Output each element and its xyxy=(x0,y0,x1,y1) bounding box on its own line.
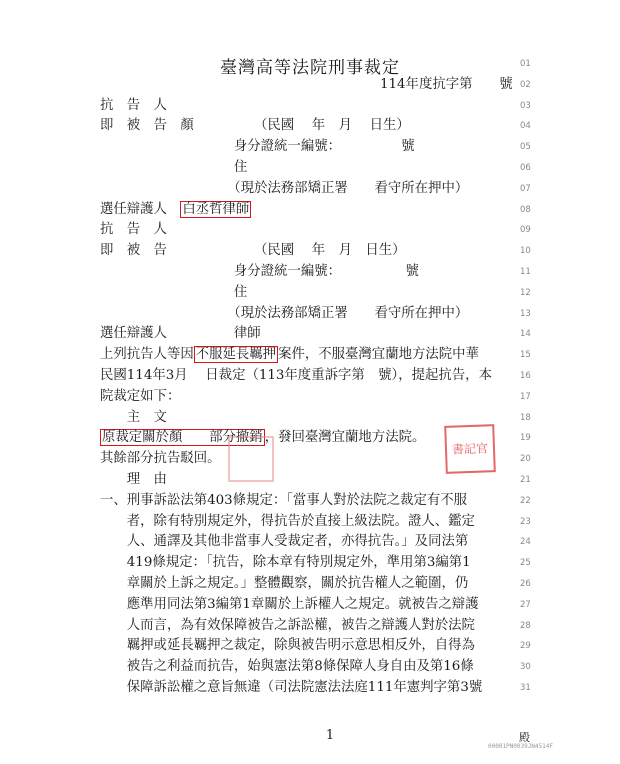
text-line xyxy=(100,241,510,261)
text-line xyxy=(100,262,510,282)
text-line xyxy=(100,553,510,573)
text-line xyxy=(100,491,510,511)
clerk-seal-text: 書記官 xyxy=(451,441,489,457)
line-number: 02 xyxy=(520,79,531,90)
text-line xyxy=(100,200,510,220)
line-text: 人而言，為有效保障被告之訴訟權，被告之辯護人對於法院 xyxy=(100,617,475,633)
line-text: 應準用同法第3編第1章關於上訴權人之規定。就被告之辯護 xyxy=(100,596,479,612)
line-number: 13 xyxy=(520,308,531,319)
line-number: 15 xyxy=(520,350,531,361)
text-line xyxy=(100,220,510,240)
line-number: 01 xyxy=(520,59,531,69)
footer-tag: 殿 xyxy=(519,731,530,744)
text-line xyxy=(100,595,510,615)
text-line xyxy=(100,283,510,303)
line-number: 24 xyxy=(520,537,531,548)
highlighted-text: 原裁定關於顏 部分撤銷 xyxy=(102,430,263,446)
text-line xyxy=(100,54,510,74)
faint-seal-stamp xyxy=(228,436,274,482)
line-text-after: 案件，不服臺灣宜蘭地方法院中華 xyxy=(278,347,479,363)
line-number: 19 xyxy=(520,433,531,444)
line-number: 16 xyxy=(520,371,531,381)
line-text: 被告之利益而抗告，始與憲法第8條保障人身自由及第16條 xyxy=(100,659,474,675)
line-text: （現於法務部矯正署 看守所在押中） xyxy=(100,305,469,321)
line-number: 21 xyxy=(520,475,531,485)
text-line xyxy=(100,75,513,95)
line-text: 即 被 告 顏 （民國 年 月 日生） xyxy=(100,118,410,134)
text-line xyxy=(100,678,510,698)
line-text: 上列抗告人等因 xyxy=(100,347,194,363)
line-text: 身分證統一編號： 號 xyxy=(100,139,415,155)
line-text: 身分證統一編號： 號 xyxy=(100,264,419,279)
line-number: 27 xyxy=(520,599,531,610)
text-line xyxy=(100,345,510,365)
line-number: 04 xyxy=(520,121,531,132)
text-line xyxy=(100,616,510,636)
text-line xyxy=(100,96,510,116)
text-line xyxy=(100,574,510,594)
highlighted-text: 不服延長羈押 xyxy=(195,347,277,363)
line-number: 28 xyxy=(520,620,531,631)
line-text: （現於法務部矯正署 看守所在押中） xyxy=(100,180,469,196)
line-text: 選任辯護人 xyxy=(100,201,181,217)
line-text: 羈押或延長羈押之裁定，除與被告明示意思相反外，自得為 xyxy=(100,638,475,654)
line-text: 章關於上訴之規定。」整體觀察，關於抗告權人之範圍，仍 xyxy=(100,576,469,591)
text-line xyxy=(100,512,510,532)
line-number: 10 xyxy=(520,246,531,257)
line-number: 31 xyxy=(520,683,531,693)
line-text-after: ，發回臺灣宜蘭地方法院。 xyxy=(264,430,426,446)
line-number: 29 xyxy=(520,641,531,652)
case-number: 114年度抗字第 號 xyxy=(380,76,513,92)
line-number: 06 xyxy=(520,163,531,173)
line-text: 人、通譯及其他非當事人受裁定者，亦得抗告。」及同法第 xyxy=(100,534,469,550)
text-line xyxy=(100,158,510,178)
text-line xyxy=(100,116,510,136)
line-number: 05 xyxy=(520,142,531,153)
text-line xyxy=(100,304,510,324)
line-text: 者，除有特別規定外，得抗告於直接上級法院。證人、鑑定 xyxy=(100,513,475,529)
text-line xyxy=(100,408,510,428)
line-text: 419條規定：「抗告，除本章有特別規定外，準用第3編第1 xyxy=(100,555,471,571)
line-text: 一、刑事訴訟法第403條規定：「當事人對於法院之裁定有不服 xyxy=(100,492,468,508)
line-number: 26 xyxy=(520,579,531,589)
line-text: 民國114年3月 日裁定（113年度重訴字第 號），提起抗告，本 xyxy=(100,368,492,383)
line-number: 03 xyxy=(520,100,531,111)
text-line xyxy=(100,387,510,407)
footer-barcode-text: 00001PN0039JN4514F xyxy=(488,743,554,750)
text-line xyxy=(100,137,510,157)
line-text: 其餘部分抗告駁回。 xyxy=(100,451,221,467)
line-number: 30 xyxy=(520,662,531,673)
line-text: 理 由 xyxy=(100,472,167,487)
line-number: 17 xyxy=(520,391,531,402)
text-line xyxy=(100,324,510,344)
line-text: 住 xyxy=(100,160,248,175)
page-number: 1 xyxy=(325,728,335,743)
line-text: 抗 告 人 xyxy=(100,97,167,113)
text-line xyxy=(100,366,510,386)
line-text: 住 xyxy=(100,284,248,300)
highlighted-text: 白丞哲律師 xyxy=(182,201,250,217)
text-line xyxy=(100,636,510,656)
text-line xyxy=(100,179,510,199)
line-number: 20 xyxy=(520,454,531,465)
line-text: 選任辯護人 律師 xyxy=(100,326,261,342)
line-text: 主 文 xyxy=(100,409,167,425)
line-text: 保障訴訟權之意旨無違（司法院憲法法庭111年憲判字第3號 xyxy=(100,680,483,695)
line-number: 07 xyxy=(520,183,531,194)
line-text: 即 被 告 （民國 年 月 日生） xyxy=(100,243,406,259)
line-number: 23 xyxy=(520,516,531,527)
text-line xyxy=(100,532,510,552)
line-number: 14 xyxy=(520,329,531,340)
line-number: 08 xyxy=(520,204,531,215)
document-title: 臺灣高等法院刑事裁定 xyxy=(220,58,400,78)
line-text: 院裁定如下： xyxy=(100,388,181,404)
line-text: 抗 告 人 xyxy=(100,222,167,238)
text-line xyxy=(100,657,510,677)
line-number: 12 xyxy=(520,287,531,298)
clerk-seal-stamp xyxy=(444,424,496,474)
line-number: 11 xyxy=(520,267,531,277)
line-number: 25 xyxy=(520,558,531,569)
line-number: 09 xyxy=(520,225,531,236)
line-number: 22 xyxy=(520,495,531,506)
line-number: 18 xyxy=(520,412,531,423)
